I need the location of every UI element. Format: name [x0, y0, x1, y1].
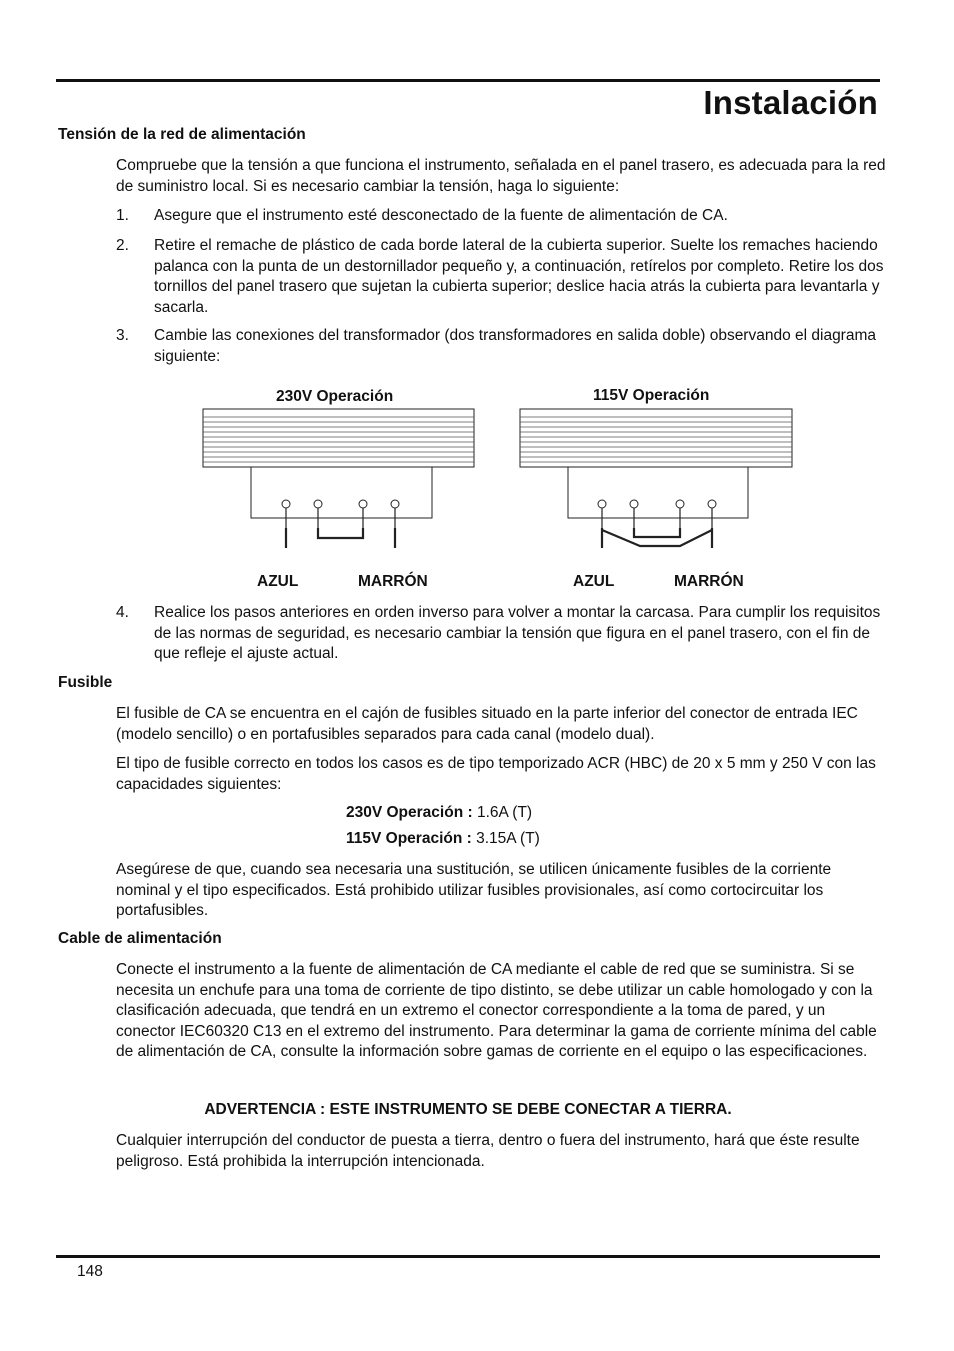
step-number: 1. — [116, 207, 129, 224]
terminals-230v — [282, 500, 399, 508]
step-number: 3. — [116, 327, 129, 344]
voltage-intro: Compruebe que la tensión a que funciona el instrumento, señalada en el panel trasero, es adecuada para la red de suministro local. Si es necesario cambiar la tensión, haga lo siguiente: — [116, 157, 886, 195]
fuse-rating-label: 115V Operación : — [346, 830, 472, 847]
cable-para-2: Cualquier interrupción del conductor de puesta a tierra, dentro o fuera del instrumento, hará que éste resulte peligroso. Está prohibida la interrupción intencionada. — [116, 1132, 860, 1170]
link-wire-230v — [318, 528, 363, 538]
diagram-title-230v: 230V Operación — [276, 388, 394, 405]
transformer-230v — [203, 409, 474, 548]
step-text: Cambie las conexiones del transformador (dos transformadores en salida doble) observando el diagrama siguiente: — [154, 327, 876, 365]
fuse-rating-value: 1.6A (T) — [476, 804, 533, 821]
label-marron-115v: MARRÓN — [674, 573, 744, 590]
transformer-body-115v — [520, 409, 792, 467]
terminal-board-115v — [568, 467, 748, 518]
fuse-para-3: Asegúrese de que, cuando sea necesaria una sustitución, se utilicen únicamente fusibles de la corriente nominal y el tipo especificados. Está prohibido utilizar fusibles provisionales, así como cortocircuitar los portafusibles. — [116, 861, 832, 919]
page-number: 148 — [77, 1263, 103, 1280]
fuse-para-1: El fusible de CA se encuentra en el cajón de fusibles situado en la parte inferior del conector de entrada IEC (modelo sencillo) o en portafusibles separados para cada canal (modelo dual). — [116, 705, 858, 743]
terminal-board-230v — [251, 467, 432, 518]
page-title: Instalación — [703, 84, 878, 121]
fuse-rating-115v — [346, 830, 540, 848]
label-marron-230v: MARRÓN — [358, 573, 428, 590]
terminals-115v — [598, 500, 716, 508]
bottom-rule — [56, 1255, 880, 1258]
cable-para-1: Conecte el instrumento a la fuente de alimentación de CA mediante el cable de red que se suministra. Si se necesita un enchufe para una toma de corriente de tipo distinto, se debe utilizar un cable homologado y con la clasificación adecuada, que tendrá en un extremo el conector correspondiente a la toma de pared, y un conector IEC60320 C13 en el extremo del instrumento. Para determinar la gama de corriente mínima del cable de alimentación de CA, consulte la información sobre gamas de corriente en el equipo o las especificaciones. — [116, 961, 877, 1060]
label-azul-230v: AZUL — [257, 573, 299, 590]
step-number: 2. — [116, 237, 129, 254]
transformer-115v — [520, 409, 792, 548]
section-heading-fuse: Fusible — [58, 674, 113, 691]
diagram-title-115v: 115V Operación — [593, 387, 710, 404]
link-wire-115v-a — [634, 528, 680, 537]
label-azul-115v: AZUL — [573, 573, 615, 590]
step-text: Retire el remache de plástico de cada borde lateral de la cubierta superior. Suelte los remaches haciendo palanca con la punta de un destornillador pequeño y, a continuación, retírelos por completo. Retire los dos tornillos del panel trasero que sujetan la cubierta superior; deslice hacia atrás la cubierta para levantarla y sacarla. — [154, 237, 884, 316]
transformer-body-230v — [203, 409, 474, 467]
ground-warning: ADVERTENCIA : ESTE INSTRUMENTO SE DEBE CONECTAR A TIERRA. — [204, 1101, 732, 1118]
fuse-rating-230v — [346, 804, 532, 822]
fuse-para-2: El tipo de fusible correcto en todos los casos es de tipo temporizado ACR (HBC) de 20 x 5 mm y 250 V con las capacidades siguientes: — [116, 755, 876, 793]
fuse-rating-label: 230V Operación : — [346, 804, 473, 821]
section-heading-cable: Cable de alimentación — [58, 930, 222, 947]
step-text: Asegure que el instrumento esté desconectado de la fuente de alimentación de CA. — [154, 207, 728, 224]
step-number: 4. — [116, 604, 129, 621]
section-heading-voltage: Tensión de la red de alimentación — [58, 126, 306, 143]
fuse-rating-value: 3.15A (T) — [476, 830, 540, 847]
step-text: Realice los pasos anteriores en orden inverso para volver a montar la carcasa. Para cumplir los requisitos de las normas de seguridad, es necesario cambiar la tensión que figura en el panel trasero, con el fin de que refleje el ajuste actual. — [154, 604, 881, 662]
